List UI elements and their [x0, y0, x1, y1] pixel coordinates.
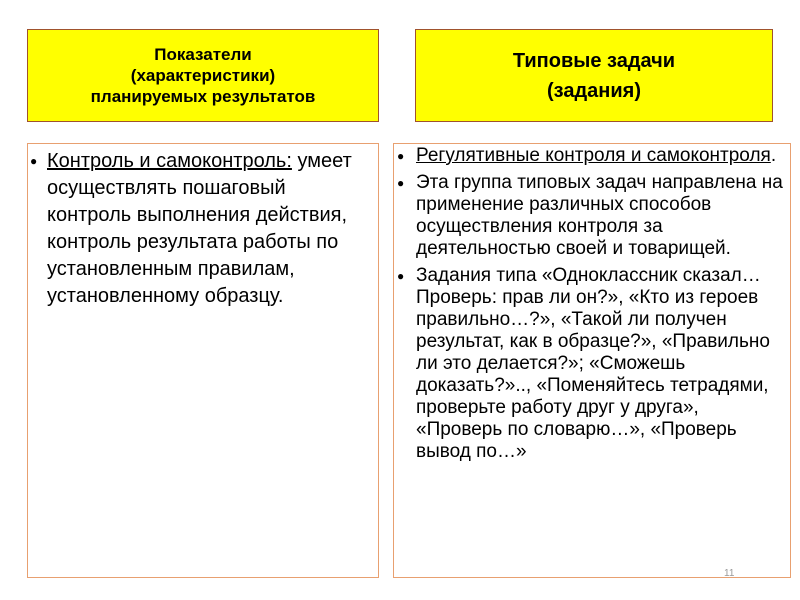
item-text: Эта группа типовых задач направлена на применение различных способов осуществления контроля за деятельностью своей и товарищей.: [416, 172, 783, 259]
typical-tasks-content-box: [393, 143, 791, 578]
header-indicators: [27, 29, 379, 122]
list-item: [397, 172, 784, 260]
header-typical-tasks: [415, 29, 773, 122]
header-typical-tasks-text: Типовые задачи (задания): [512, 49, 676, 102]
bullet-icon: ●: [30, 154, 38, 168]
item-text: умеет осуществлять пошаговый контроль выполнения действия, контроль результата работы по установленным правилам, установленному образцу.: [47, 150, 352, 307]
list-item: [30, 148, 370, 310]
bullet-icon: ●: [397, 149, 405, 163]
item-text: .: [770, 145, 777, 166]
list-item: [397, 145, 784, 167]
item-text: Задания типа «Одноклассник сказал… Проверь: прав ли он?», «Кто из героев правильно…?», «Такой ли получен результат, как в образце?», «Правильно ли это делается?»; «Сможешь доказать?».., «Поменяйтесь тетрадями, проверьте работу друг у друга», «Проверь по словарю…», «Проверь вывод по…»: [416, 265, 770, 462]
header-indicators-text: Показатели (характеристики) планируемых результатов: [90, 45, 316, 106]
item-underlined-text: Регулятивные контроля и самоконтроля: [416, 145, 771, 166]
indicators-content-box: [27, 143, 379, 578]
slide-number: 11: [724, 568, 735, 579]
bullet-icon: ●: [397, 269, 405, 283]
list-item: [397, 265, 784, 463]
bullet-icon: ●: [397, 176, 405, 190]
item-underlined-text: Контроль и самоконтроль:: [47, 150, 292, 172]
